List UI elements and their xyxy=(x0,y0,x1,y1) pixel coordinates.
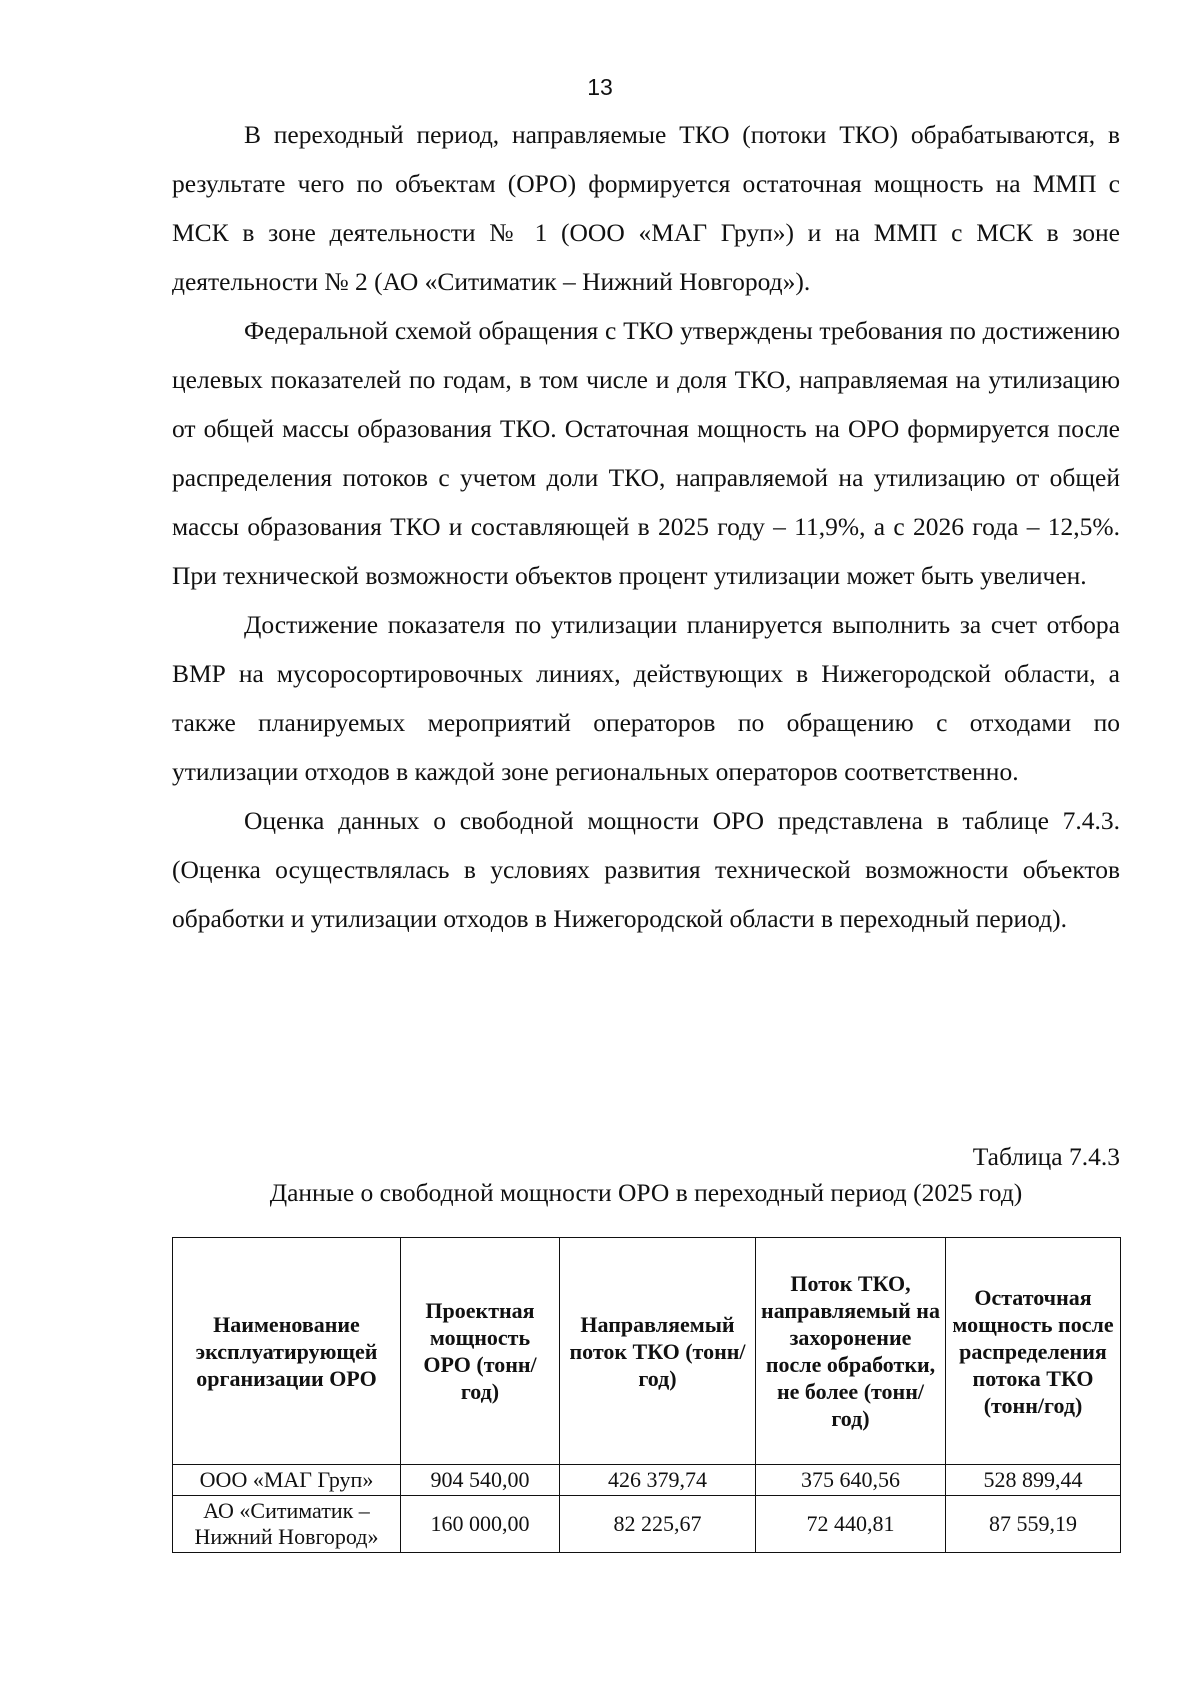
data-table xyxy=(172,1237,1121,1553)
header-residual-capacity: Остаточная мощность после распределения потока ТКО (тонн/год) xyxy=(946,1238,1121,1465)
cell-design-capacity: 904 540,00 xyxy=(401,1465,560,1496)
header-organization: Наименование эксплуатирующей организации ОРО xyxy=(173,1238,401,1465)
cell-organization: ООО «МАГ Груп» xyxy=(173,1465,401,1496)
header-directed-flow: Направляемый поток ТКО (тонн/год) xyxy=(560,1238,756,1465)
paragraph: Оценка данных о свободной мощности ОРО представлена в таблице 7.4.3. (Оценка осуществлялась в условиях развития технической возможности объектов обработки и утилизации отходов в Нижегородской области в переходный период). xyxy=(172,806,1120,933)
cell-residual-capacity: 528 899,44 xyxy=(946,1465,1121,1496)
header-landfill-flow: Поток ТКО, направляемый на захоронение после обработки, не более (тонн/год) xyxy=(756,1238,946,1465)
paragraph: Федеральной схемой обращения с ТКО утверждены требования по достижению целевых показателей по годам, в том числе и доля ТКО, направляемая на утилизацию от общей массы образования ТКО. Остаточная мощность на ОРО формируется после распределения потоков с учетом доли ТКО, направляемой на утилизацию от общей массы образования ТКО и составляющей в 2025 году – 11,9%, а с 2026 года – 12,5%. При технической возможности объектов процент утилизации может быть увеличен. xyxy=(172,316,1120,590)
header-design-capacity: Проектная мощность ОРО (тонн/год) xyxy=(401,1238,560,1465)
paragraph: В переходный период, направляемые ТКО (потоки ТКО) обрабатываются, в результате чего по объектам (ОРО) формируется остаточная мощность на ММП с МСК в зоне деятельности № 1 (ООО «МАГ Груп») и на ММП с МСК в зоне деятельности № 2 (АО «Ситиматик – Нижний Новгород»). xyxy=(172,120,1120,296)
paragraph: Достижение показателя по утилизации планируется выполнить за счет отбора ВМР на мусоросортировочных линиях, действующих в Нижегородской области, а также планируемых мероприятий операторов по обращению с отходами по утилизации отходов в каждой зоне региональных операторов соответственно. xyxy=(172,610,1120,786)
cell-directed-flow: 82 225,67 xyxy=(560,1496,756,1553)
table-row xyxy=(173,1496,1121,1553)
cell-design-capacity: 160 000,00 xyxy=(401,1496,560,1553)
table-header-row xyxy=(173,1238,1121,1465)
table-caption: Таблица 7.4.3 xyxy=(972,1142,1120,1171)
cell-organization: АО «Ситиматик – Нижний Новгород» xyxy=(173,1496,401,1553)
cell-directed-flow: 426 379,74 xyxy=(560,1465,756,1496)
page-number: 13 xyxy=(587,74,613,100)
table-row xyxy=(173,1465,1121,1496)
cell-landfill-flow: 72 440,81 xyxy=(756,1496,946,1553)
table-title: Данные о свободной мощности ОРО в переходный период (2025 год) xyxy=(269,1178,1023,1207)
cell-residual-capacity: 87 559,19 xyxy=(946,1496,1121,1553)
body-text xyxy=(172,110,1120,943)
cell-landfill-flow: 375 640,56 xyxy=(756,1465,946,1496)
